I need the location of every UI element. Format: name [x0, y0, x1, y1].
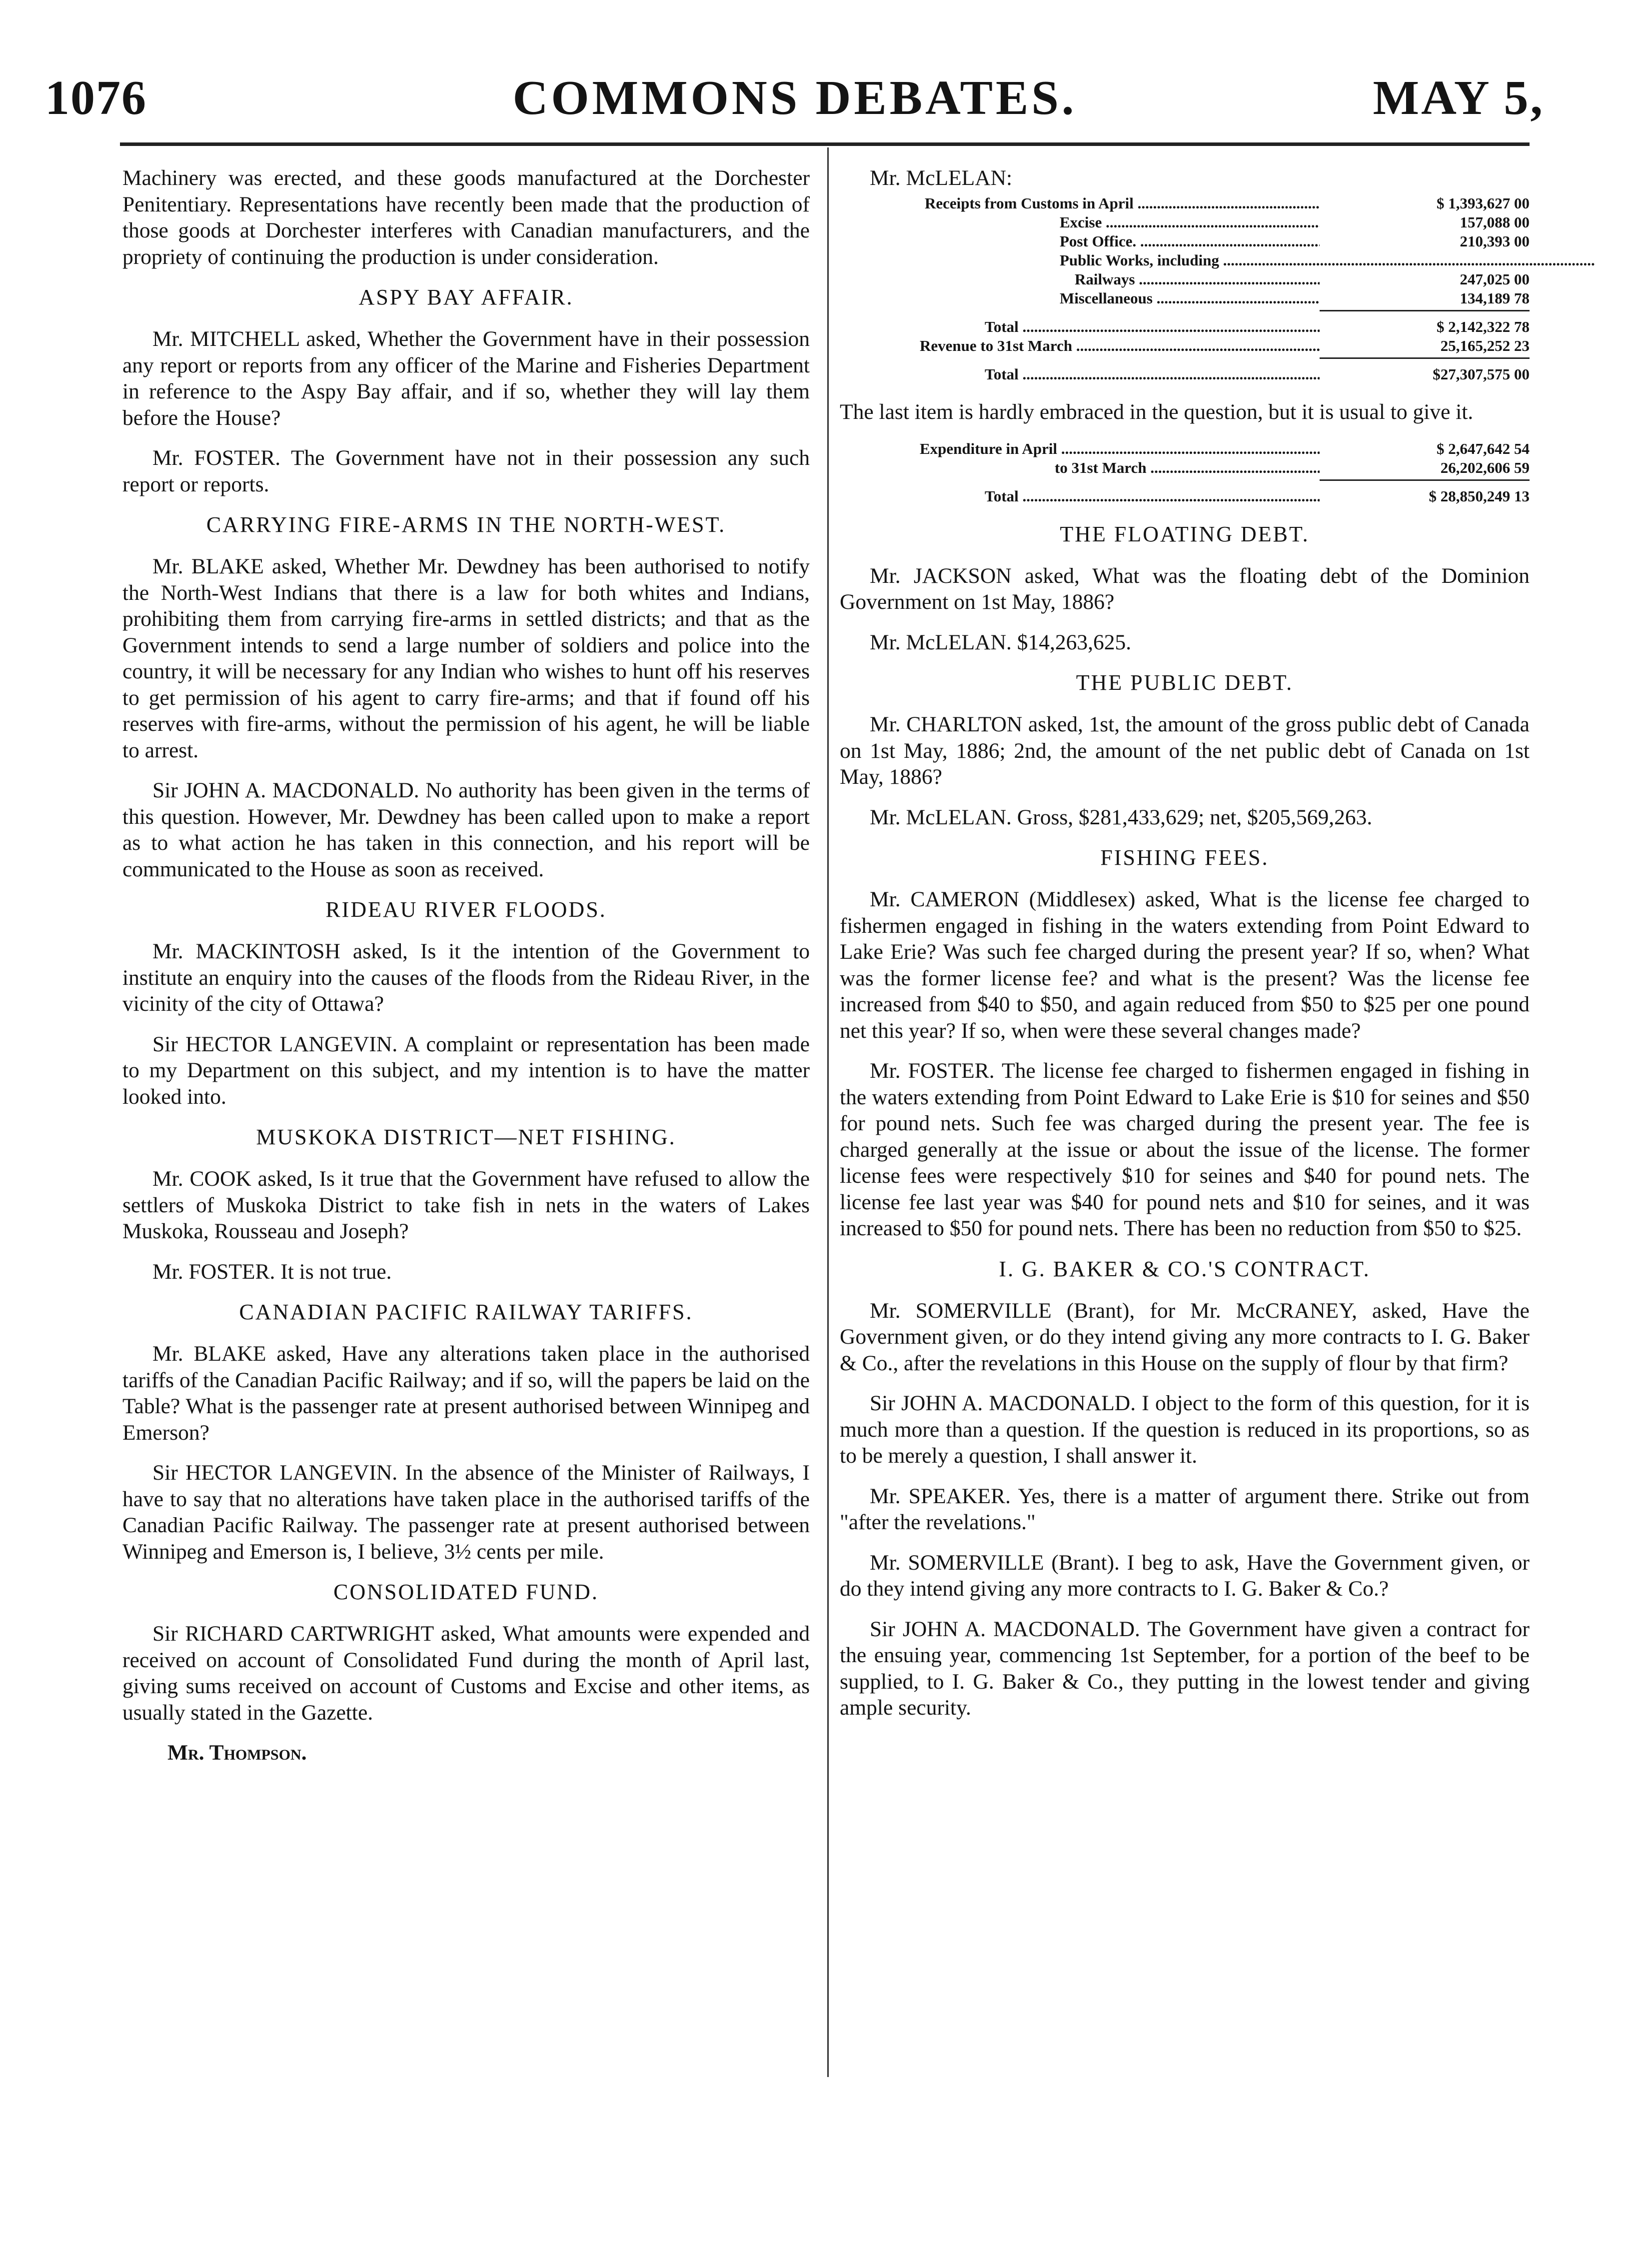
section-heading: FISHING FEES. — [1100, 845, 1269, 870]
fin-label: Excise ..... — [1060, 213, 1320, 232]
fin-row — [840, 458, 1530, 477]
section-heading: THE PUBLIC DEBT. — [1076, 670, 1294, 695]
fin-label: Public Works, including ..... — [1060, 251, 1595, 270]
fin-row — [840, 213, 1530, 232]
fin-amount: $ 2,142,322 78 — [1437, 318, 1530, 335]
fin-amount: $ 2,647,642 54 — [1437, 439, 1530, 457]
fin-amount: $ 28,850,249 13 — [1429, 487, 1530, 505]
fin-label: Miscellaneous ..... — [1060, 289, 1320, 308]
fin-label: Total ..... — [985, 487, 1320, 506]
right-column — [840, 165, 1530, 1735]
fin-amount: 25,165,252 23 — [1440, 337, 1530, 354]
fin-amount: $27,307,575 00 — [1433, 365, 1530, 383]
paragraph: Mr. CHARLTON asked, 1st, the amount of the gross public debt of Canada on 1st May, 1886; 2nd, the amount of the net public debt of Canada on 1st May, 1886? — [840, 712, 1530, 789]
paragraph: Mr. McLELAN. Gross, $281,433,629; net, $205,569,263. — [870, 805, 1373, 829]
fin-label: Total ..... — [985, 365, 1320, 384]
paragraph: Mr. BLAKE asked, Whether Mr. Dewdney has been authorised to notify the North-West Indians that there is a law for both whites and Indians, prohibiting them from carrying fire-arms in settled districts; and that as the Government intends to send a large number of soldiers and police into the country, it will be necessary for any Indian who wishes to hunt off his reserves to get permission of his agent to carry fire-arms; and that if found off his reserves with fire-arms, without the permission of his agent, he will be liable to arrest. — [122, 554, 810, 762]
paragraph: Mr. MITCHELL asked, Whether the Government have in their possession any report or reports from any officer of the Marine and Fisheries Department in reference to the Aspy Bay affair, and if so, whether they will lay them before the House? — [122, 327, 810, 430]
fin-row — [840, 232, 1530, 251]
fin-label: Revenue to 31st March ..... — [920, 336, 1320, 355]
fin-row — [840, 365, 1530, 384]
sum-rule — [1320, 479, 1530, 481]
sum-rule — [1320, 310, 1530, 311]
paragraph: Mr. CAMERON (Middlesex) asked, What is the license fee charged to fishermen engaged in fishing in the waters extending from Point Edward to Lake Erie? Was such fee charged during the present year? If so, when? What was the former license fee? and what is the present? Was the license fee increased from $40 to $50, and again reduced from $50 to $25 per one pound net this year? If so, when were these several changes made? — [840, 887, 1530, 1043]
fin-row — [840, 270, 1530, 289]
paragraph: Machinery was erected, and these goods manufactured at the Dorchester Penitentiary. Representations have recently been made that the production of those goods at Dorchester interferes with Canadian manufacturers, and the propriety of continuing the production is under consideration. — [122, 166, 810, 269]
fin-label: Expenditure in April ..... — [920, 439, 1320, 458]
fin-label: Total ..... — [985, 317, 1320, 336]
page-number: 1076 — [45, 71, 147, 125]
section-heading: MUSKOKA DISTRICT—NET FISHING. — [256, 1125, 676, 1149]
paragraph: Sir RICHARD CARTWRIGHT asked, What amounts were expended and received on account of Consolidated Fund during the month of April last, giving sums received on account of Customs and Excise and other items, as usually stated in the Gazette. — [122, 1622, 810, 1725]
paragraph: Sir JOHN A. MACDONALD. I object to the form of this question, for it is much more than a question. If the question is reduced in its proportions, so as to be merely a question, I shall answer it. — [840, 1391, 1530, 1468]
section-heading: I. G. BAKER & CO.'S CONTRACT. — [999, 1256, 1371, 1281]
paragraph: The last item is hardly embraced in the question, but it is usual to give it. — [840, 400, 1474, 424]
paragraph: Mr. FOSTER. The Government have not in their possession any such report or reports. — [122, 446, 810, 496]
paragraph: Mr. SOMERVILLE (Brant), for Mr. McCRANEY, asked, Have the Government given, or do they intend giving any more contracts to I. G. Baker & Co., after the revelations in this House on the supply of flour by that firm? — [840, 1298, 1530, 1375]
paragraph: Mr. BLAKE asked, Have any alterations taken place in the authorised tariffs of the Canadian Pacific Railway; and if so, will the papers be laid on the Table? What is the passenger rate at present authorised between Winnipeg and Emerson? — [122, 1342, 810, 1445]
paragraph: Mr. FOSTER. The license fee charged to fishermen engaged in fishing in the waters extending from Point Edward to Lake Erie is $10 for seines and $50 for pound nets. Such fee was charged during the present year. The fee is charged generally at the issue or about the issue of the license. The former license fees were respectively $10 for seines and $40 for pound nets. The license fee last year was $40 for pound nets and $10 for seines, and it was increased to $50 for pound nets. There has been no reduction from $50 to $25. — [840, 1059, 1530, 1240]
speaker-line: Mr. McLELAN: — [870, 166, 1013, 190]
header-rule — [120, 142, 1530, 146]
paragraph: Sir JOHN A. MACDONALD. The Government have given a contract for the ensuing year, commencing 1st September, for a portion of the beef to be supplied, to I. G. Baker & Co., they putting in the lowest tender and giving ample security. — [840, 1617, 1530, 1720]
section-heading: CANADIAN PACIFIC RAILWAY TARIFFS. — [239, 1300, 693, 1324]
paragraph: Mr. MACKINTOSH asked, Is it the intention of the Government to institute an enquiry into the causes of the floods from the Rideau River, in the vicinity of the city of Ottawa? — [122, 939, 810, 1016]
fin-label: Receipts from Customs in April ..... — [925, 194, 1320, 213]
section-heading: THE FLOATING DEBT. — [1060, 521, 1310, 546]
paragraph: Mr. McLELAN. $14,263,625. — [870, 630, 1132, 654]
paragraph: Mr. SOMERVILLE (Brant). I beg to ask, Have the Government given, or do they intend giving any more contracts to I. G. Baker & Co.? — [840, 1550, 1530, 1601]
page-date: MAY 5, — [1373, 71, 1545, 125]
fin-amount: 134,189 78 — [1460, 289, 1530, 307]
fin-row — [840, 194, 1530, 213]
sum-rule — [1320, 357, 1530, 359]
speaker-line: Mr. Thompson. — [167, 1741, 307, 1765]
page-title: COMMONS DEBATES. — [512, 71, 1077, 125]
paragraph: Sir HECTOR LANGEVIN. In the absence of the Minister of Railways, I have to say that no alterations have taken place in the authorised tariffs of the Canadian Pacific Railway. The passenger rate at present authorised between Winnipeg and Emerson is, I believe, 3½ cents per mile. — [122, 1461, 810, 1564]
section-heading: ASPY BAY AFFAIR. — [358, 285, 574, 309]
page-header — [45, 70, 1545, 130]
paragraph: Mr. FOSTER. It is not true. — [152, 1259, 392, 1284]
fin-row — [840, 289, 1530, 308]
fin-label: Railways ..... — [1075, 270, 1320, 289]
paragraph: Mr. COOK asked, Is it true that the Government have refused to allow the settlers of Muskoka District to take fish in nets in the waters of Lakes Muskoka, Rousseau and Joseph? — [122, 1167, 810, 1243]
fin-amount: 247,025 00 — [1460, 270, 1530, 288]
fin-amount: 26,202,606 59 — [1440, 458, 1530, 476]
paragraph: Mr. SPEAKER. Yes, there is a matter of argument there. Strike out from "after the revelations." — [840, 1484, 1530, 1534]
section-heading: CARRYING FIRE-ARMS IN THE NORTH-WEST. — [206, 512, 726, 537]
financial-statement — [840, 165, 1530, 384]
fin-row — [840, 487, 1530, 506]
fin-label: Post Office. ..... — [1060, 232, 1320, 251]
section-heading: CONSOLIDATED FUND. — [333, 1580, 599, 1604]
paragraph: Mr. JACKSON asked, What was the floating debt of the Dominion Government on 1st May, 1886? — [840, 563, 1530, 614]
fin-amount: 210,393 00 — [1460, 232, 1530, 250]
fin-row — [840, 251, 1530, 270]
fin-row — [840, 317, 1530, 336]
fin-amount: 157,088 00 — [1460, 213, 1530, 231]
expenditure-statement — [840, 439, 1530, 506]
paragraph: Sir JOHN A. MACDONALD. No authority has been given in the terms of this question. However, Mr. Dewdney has been called upon to make a report as to what action he has taken in this connection, and his report will be communicated to the House as soon as received. — [122, 778, 810, 881]
fin-amount: $ 1,393,627 00 — [1437, 194, 1530, 212]
column-divider — [827, 147, 829, 2077]
left-column — [122, 165, 810, 1766]
fin-label: to 31st March ..... — [1055, 458, 1320, 477]
fin-row — [840, 336, 1530, 355]
paragraph: Sir HECTOR LANGEVIN. A complaint or representation has been made to my Department on this subject, and my intention is to have the matter looked into. — [122, 1032, 810, 1109]
section-heading: RIDEAU RIVER FLOODS. — [325, 897, 607, 922]
fin-row — [840, 439, 1530, 458]
